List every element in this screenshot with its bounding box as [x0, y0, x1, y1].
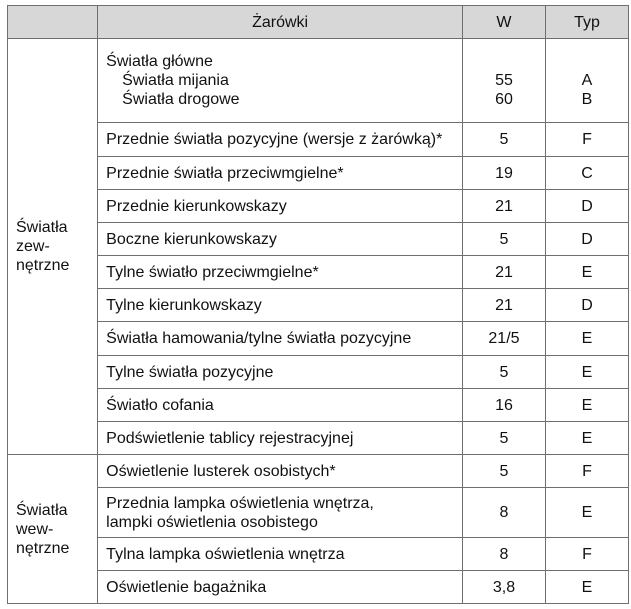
- watt-value: 21: [462, 289, 545, 322]
- category-line: zew-: [16, 238, 50, 255]
- header-bulb: Żarówki: [98, 6, 463, 39]
- type-value: E: [545, 422, 628, 455]
- type-value: F: [545, 123, 628, 157]
- bulb-name: Tylne światło przeciwmgielne*: [98, 256, 463, 289]
- watt-value: 21: [462, 190, 545, 223]
- table-row: [8, 356, 629, 389]
- table-row: [8, 123, 629, 157]
- watt-value: 5: [462, 422, 545, 455]
- table-row: [8, 422, 629, 455]
- header-type: Typ: [545, 6, 628, 39]
- bulb-name: Przednie światła pozycyjne (wersje z żarówką)*: [98, 123, 463, 157]
- bulb-name-main: Światła główne: [106, 53, 213, 70]
- type-cell: [545, 39, 628, 123]
- watt-value: 55: [495, 72, 513, 89]
- bulb-name: [98, 488, 463, 538]
- watt-value: 19: [462, 157, 545, 190]
- watt-cell: [462, 39, 545, 123]
- bulb-name: Przednie kierunkowskazy: [98, 190, 463, 223]
- table-row: [8, 322, 629, 356]
- type-value: E: [545, 571, 628, 604]
- bulb-name: Światła hamowania/tylne światła pozycyjne: [98, 322, 463, 356]
- bulb-name: Oświetlenie lusterek osobistych*: [98, 455, 463, 488]
- bulb-name: Tylne kierunkowskazy: [98, 289, 463, 322]
- watt-value: 5: [462, 455, 545, 488]
- table-row: [8, 190, 629, 223]
- watt-value: 3,8: [462, 571, 545, 604]
- type-value: D: [545, 223, 628, 256]
- category-line: Światła: [16, 219, 68, 236]
- type-value: E: [545, 488, 628, 538]
- type-value: D: [545, 190, 628, 223]
- type-value: C: [545, 157, 628, 190]
- watt-value: 5: [462, 223, 545, 256]
- category-line: nętrzne: [16, 257, 70, 274]
- bulb-name: Podświetlenie tablicy rejestracyjnej: [98, 422, 463, 455]
- bulb-name: Tylna lampka oświetlenia wnętrza: [98, 538, 463, 571]
- watt-value: 16: [462, 389, 545, 422]
- type-value: B: [581, 91, 593, 108]
- watt-value: 5: [462, 356, 545, 389]
- header-watt: W: [462, 6, 545, 39]
- table-row: [8, 389, 629, 422]
- type-value: D: [545, 289, 628, 322]
- bulb-name: Oświetlenie bagażnika: [98, 571, 463, 604]
- bulb-table: [7, 5, 629, 604]
- watt-value: 8: [462, 488, 545, 538]
- table-row: [8, 157, 629, 190]
- type-value: E: [545, 389, 628, 422]
- table-row: [8, 289, 629, 322]
- type-value: F: [545, 538, 628, 571]
- watt-value: 60: [495, 91, 513, 108]
- category-line: wew-: [16, 520, 54, 538]
- header-row: [8, 6, 629, 39]
- bulb-name-sub: Światła drogowe: [122, 91, 240, 108]
- type-value: A: [581, 72, 593, 89]
- bulb-name-sub: Światła mijania: [122, 72, 229, 89]
- bulb-name-line: lampki oświetlenia osobistego: [106, 513, 318, 531]
- table-row: [8, 455, 629, 488]
- type-value: E: [545, 322, 628, 356]
- watt-value: 21/5: [462, 322, 545, 356]
- bulb-name: Światło cofania: [98, 389, 463, 422]
- bulb-name: [98, 39, 463, 123]
- table-row: [8, 256, 629, 289]
- watt-value: 21: [462, 256, 545, 289]
- table-row: [8, 223, 629, 256]
- bulb-name: Tylne światła pozycyjne: [98, 356, 463, 389]
- bulb-name: Przednie światła przeciwmgielne*: [98, 157, 463, 190]
- table-row: [8, 538, 629, 571]
- type-value: E: [545, 356, 628, 389]
- type-value: E: [545, 256, 628, 289]
- bulb-name: Boczne kierunkowskazy: [98, 223, 463, 256]
- category-exterior: [8, 39, 98, 455]
- header-category: [8, 6, 98, 39]
- category-line: nętrzne: [16, 539, 70, 557]
- type-value: F: [545, 455, 628, 488]
- watt-value: 5: [462, 123, 545, 157]
- bulb-name-line: Przednia lampka oświetlenia wnętrza,: [106, 494, 374, 512]
- table-row: [8, 488, 629, 538]
- table-row: [8, 571, 629, 604]
- category-line: Światła: [16, 501, 68, 519]
- watt-value: 8: [462, 538, 545, 571]
- category-interior: [8, 455, 98, 604]
- table-row: [8, 39, 629, 123]
